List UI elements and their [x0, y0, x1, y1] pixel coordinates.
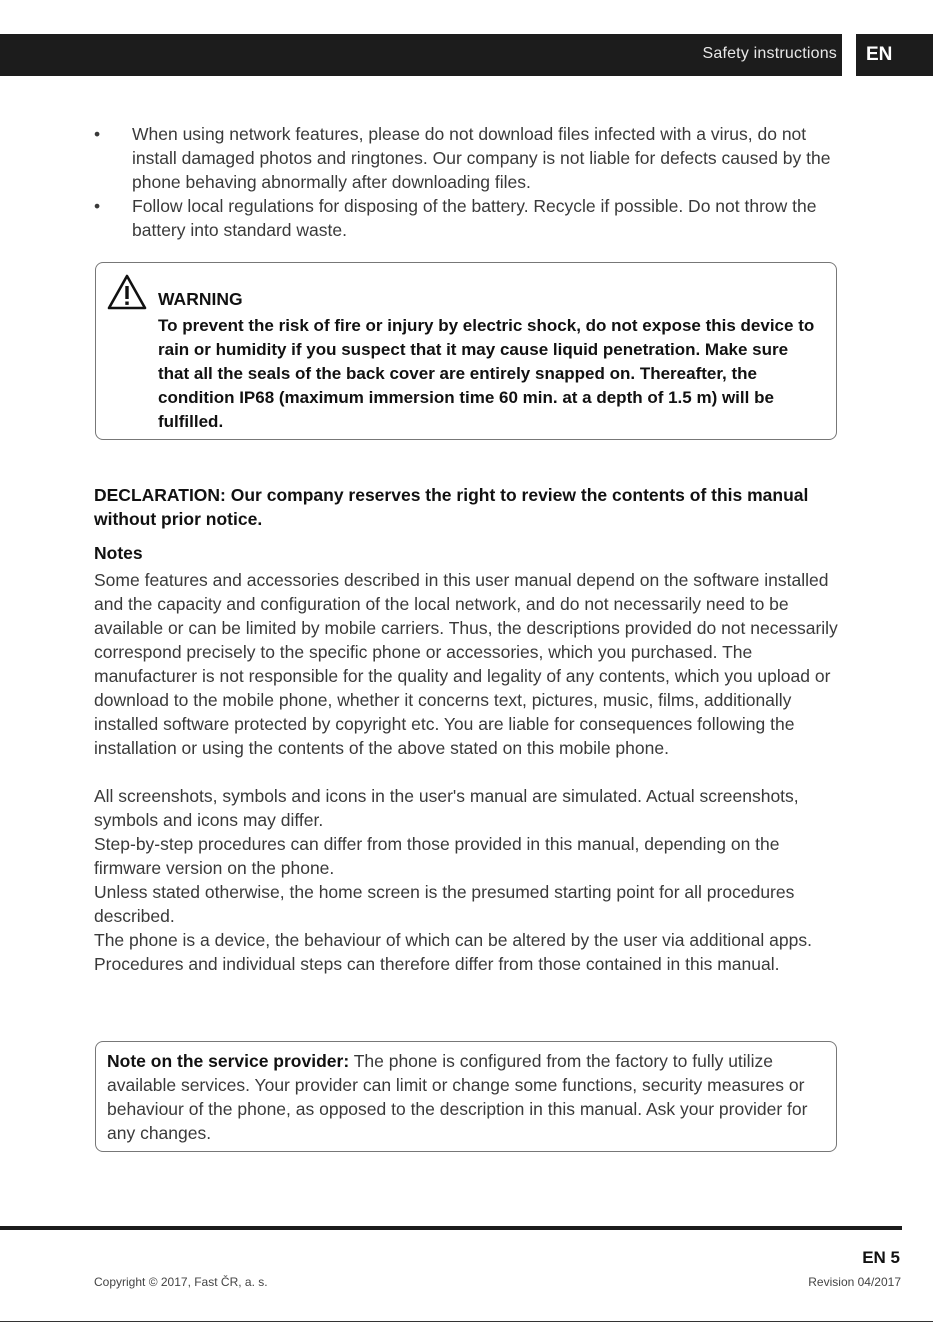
provider-note-label: Note on the service provider:: [107, 1051, 350, 1071]
warning-text: To prevent the risk of fire or injury by electric shock, do not expose this device to rain or humidity if you suspect that it may cause liquid penetration. Make sure that all the seals of the back cover are entirely snapped on. Thereafter, the condition IP68 (maximum immersion time 60 min. at a depth of 1.5 m) will be fulfilled.: [158, 316, 815, 431]
declaration: DECLARATION: Our company reserves the right to review the contents of this manual without prior notice.: [94, 485, 809, 529]
provider-note-text: The phone is configured from the factory to fully utilize available services. Your provider can limit or change some functions, security measures or behaviour of the phone, as opposed to the description in this manual. Ask your provider for any changes.: [107, 1051, 808, 1143]
page-number: EN 5: [862, 1248, 900, 1267]
footer-divider: [0, 1226, 902, 1230]
revision: Revision 04/2017: [808, 1275, 901, 1289]
notes-paragraph: Unless stated otherwise, the home screen is the presumed starting point for all procedures described.: [94, 882, 795, 926]
bullet-text: Follow local regulations for disposing of the battery. Recycle if possible. Do not throw the battery into standard waste.: [132, 196, 817, 240]
section-title: Safety instructions: [702, 45, 837, 62]
bullet-marker: •: [94, 124, 101, 144]
bullet-list: [94, 122, 844, 242]
list-item: [94, 194, 844, 242]
notes-paragraph: Some features and accessories described in this user manual depend on the software installed and the capacity and configuration of the local network, and do not necessarily need to be available or can be limited by mobile carriers. Thus, the descriptions provided do not necessarily correspond precisely to the specific phone or accessories, which you purchased. The manufacturer is not responsible for the quality and legality of any contents, which you upload or download to the mobile phone, whether it concerns text, pictures, music, films, additionally installed software protected by copyright etc. You are liable for consequences following the installation or using the contents of the above stated on this mobile phone.: [94, 570, 838, 758]
warning-title: WARNING: [158, 289, 243, 309]
list-item: [94, 122, 844, 194]
language-label: EN: [866, 44, 893, 65]
bottom-divider: [0, 1321, 933, 1322]
service-provider-note: [95, 1041, 837, 1152]
warning-box: [95, 262, 837, 440]
notes-heading: Notes: [94, 543, 143, 563]
notes-paragraph: All screenshots, symbols and icons in the user's manual are simulated. Actual screenshots, symbols and icons may differ.: [94, 786, 799, 830]
bullet-marker: •: [94, 196, 101, 216]
notes-paragraph: Step-by-step procedures can differ from those provided in this manual, depending on the firmware version on the phone.: [94, 834, 780, 878]
bullet-text: When using network features, please do not download files infected with a virus, do not install damaged photos and ringtones. Our company is not liable for defects caused by the phone behaving abnormally after downloading files.: [132, 124, 831, 192]
language-tab: [856, 34, 933, 76]
notes-paragraph: The phone is a device, the behaviour of which can be altered by the user via additional apps. Procedures and individual steps can therefore differ from those contained in this manual.: [94, 930, 812, 974]
copyright: Copyright © 2017, Fast ČR, a. s.: [94, 1275, 268, 1289]
notes-body: [94, 568, 839, 976]
warning-triangle-icon: [106, 273, 148, 316]
